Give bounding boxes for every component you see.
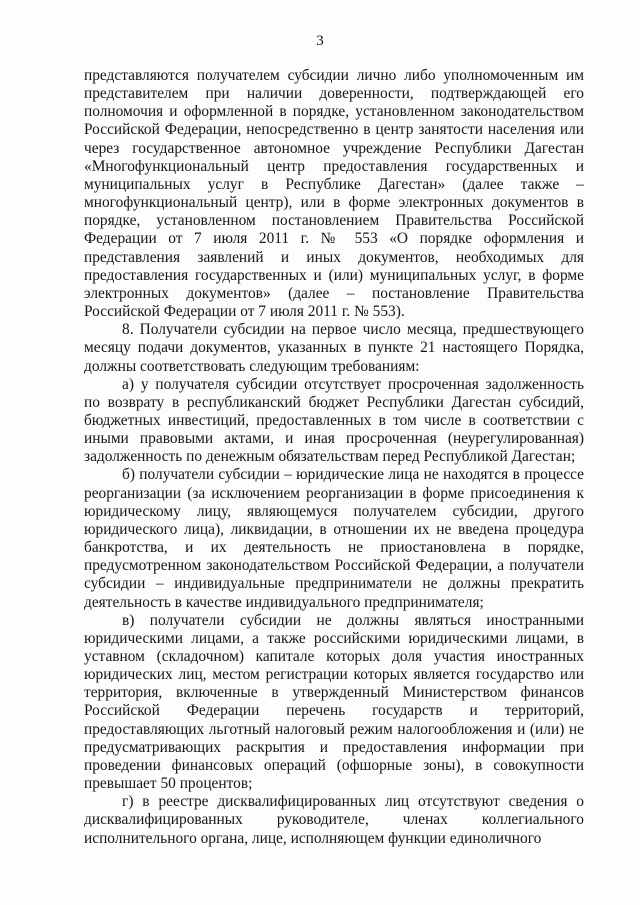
paragraph-subitem-a: а) у получателя субсидии отсутствует просроченная задолженность по возврату в республиканский бюджет Республики Дагестан субсидий, бюджетных инвестиций, предоставленных в том числе в соответствии с иными правовыми актами, и иная просроченная (неурегулированная) задолженность по денежным обязательствам перед Республикой Дагестан; xyxy=(84,375,584,466)
paragraph-item-8: 8. Получатели субсидии на первое число месяца, предшествующего месяцу подачи документов, указанных в пункте 21 настоящего Порядка, должны соответствовать следующим требованиям: xyxy=(84,321,584,375)
paragraph-subitem-g: г) в реестре дисквалифицированных лиц отсутствуют сведения о дисквалифицированных руководителе, членах коллегиального исполнительного органа, лице, исполняющем функции единоличного xyxy=(84,793,584,847)
paragraph-subitem-b: б) получатели субсидии – юридические лица не находятся в процессе реорганизации (за исключением реорганизации в форме присоединения к юридическому лицу, являющемуся получателем субсидии, другого юридического лица), ликвидации, в отношении их не введена процедура банкротства, и их деятельность не приостановлена в порядке, предусмотренном законодательством Российской Федерации, а получатели субсидии – индивидуальные предприниматели не должны прекратить деятельность в качестве индивидуального предпринимателя; xyxy=(84,466,584,611)
paragraph-subitem-v: в) получатели субсидии не должны являться иностранными юридическими лицами, а также российскими юридическими лицами, в уставном (складочном) капитале которых доля участия иностранных юридических лиц, местом регистрации которых является государство или территория, включенные в утвержденный Министерством финансов Российской Федерации перечень государств и территорий, предоставляющих льготный налоговый режим налогообложения и (или) не предусматривающих раскрытия и предоставления информации при проведении финансовых операций (офшорные зоны), в совокупности превышает 50 процентов; xyxy=(84,611,584,793)
paragraph-continuation: представляются получателем субсидии лично либо уполномоченным им представителем при наличии доверенности, подтверждающей его полномочия и оформленной в порядке, установленном законодательством Российской Федерации, непосредственно в центр занятости населения или через государственное автономное учреждение Республики Дагестан «Многофункциональный центр предоставления государственных и муниципальных услуг в Республике Дагестан» (далее также – многофункциональный центр), или в форме электронных документов в порядке, установленном постановлением Правительства Российской Федерации от 7 июля 2011 г. № 553 «О порядке оформления и представления заявлений и иных документов, необходимых для предоставления государственных и (или) муниципальных услуг, в форме электронных документов» (далее – постановление Правительства Российской Федерации от 7 июля 2011 г. № 553). xyxy=(84,67,584,321)
document-body xyxy=(84,67,584,848)
page-number: 3 xyxy=(316,33,324,49)
